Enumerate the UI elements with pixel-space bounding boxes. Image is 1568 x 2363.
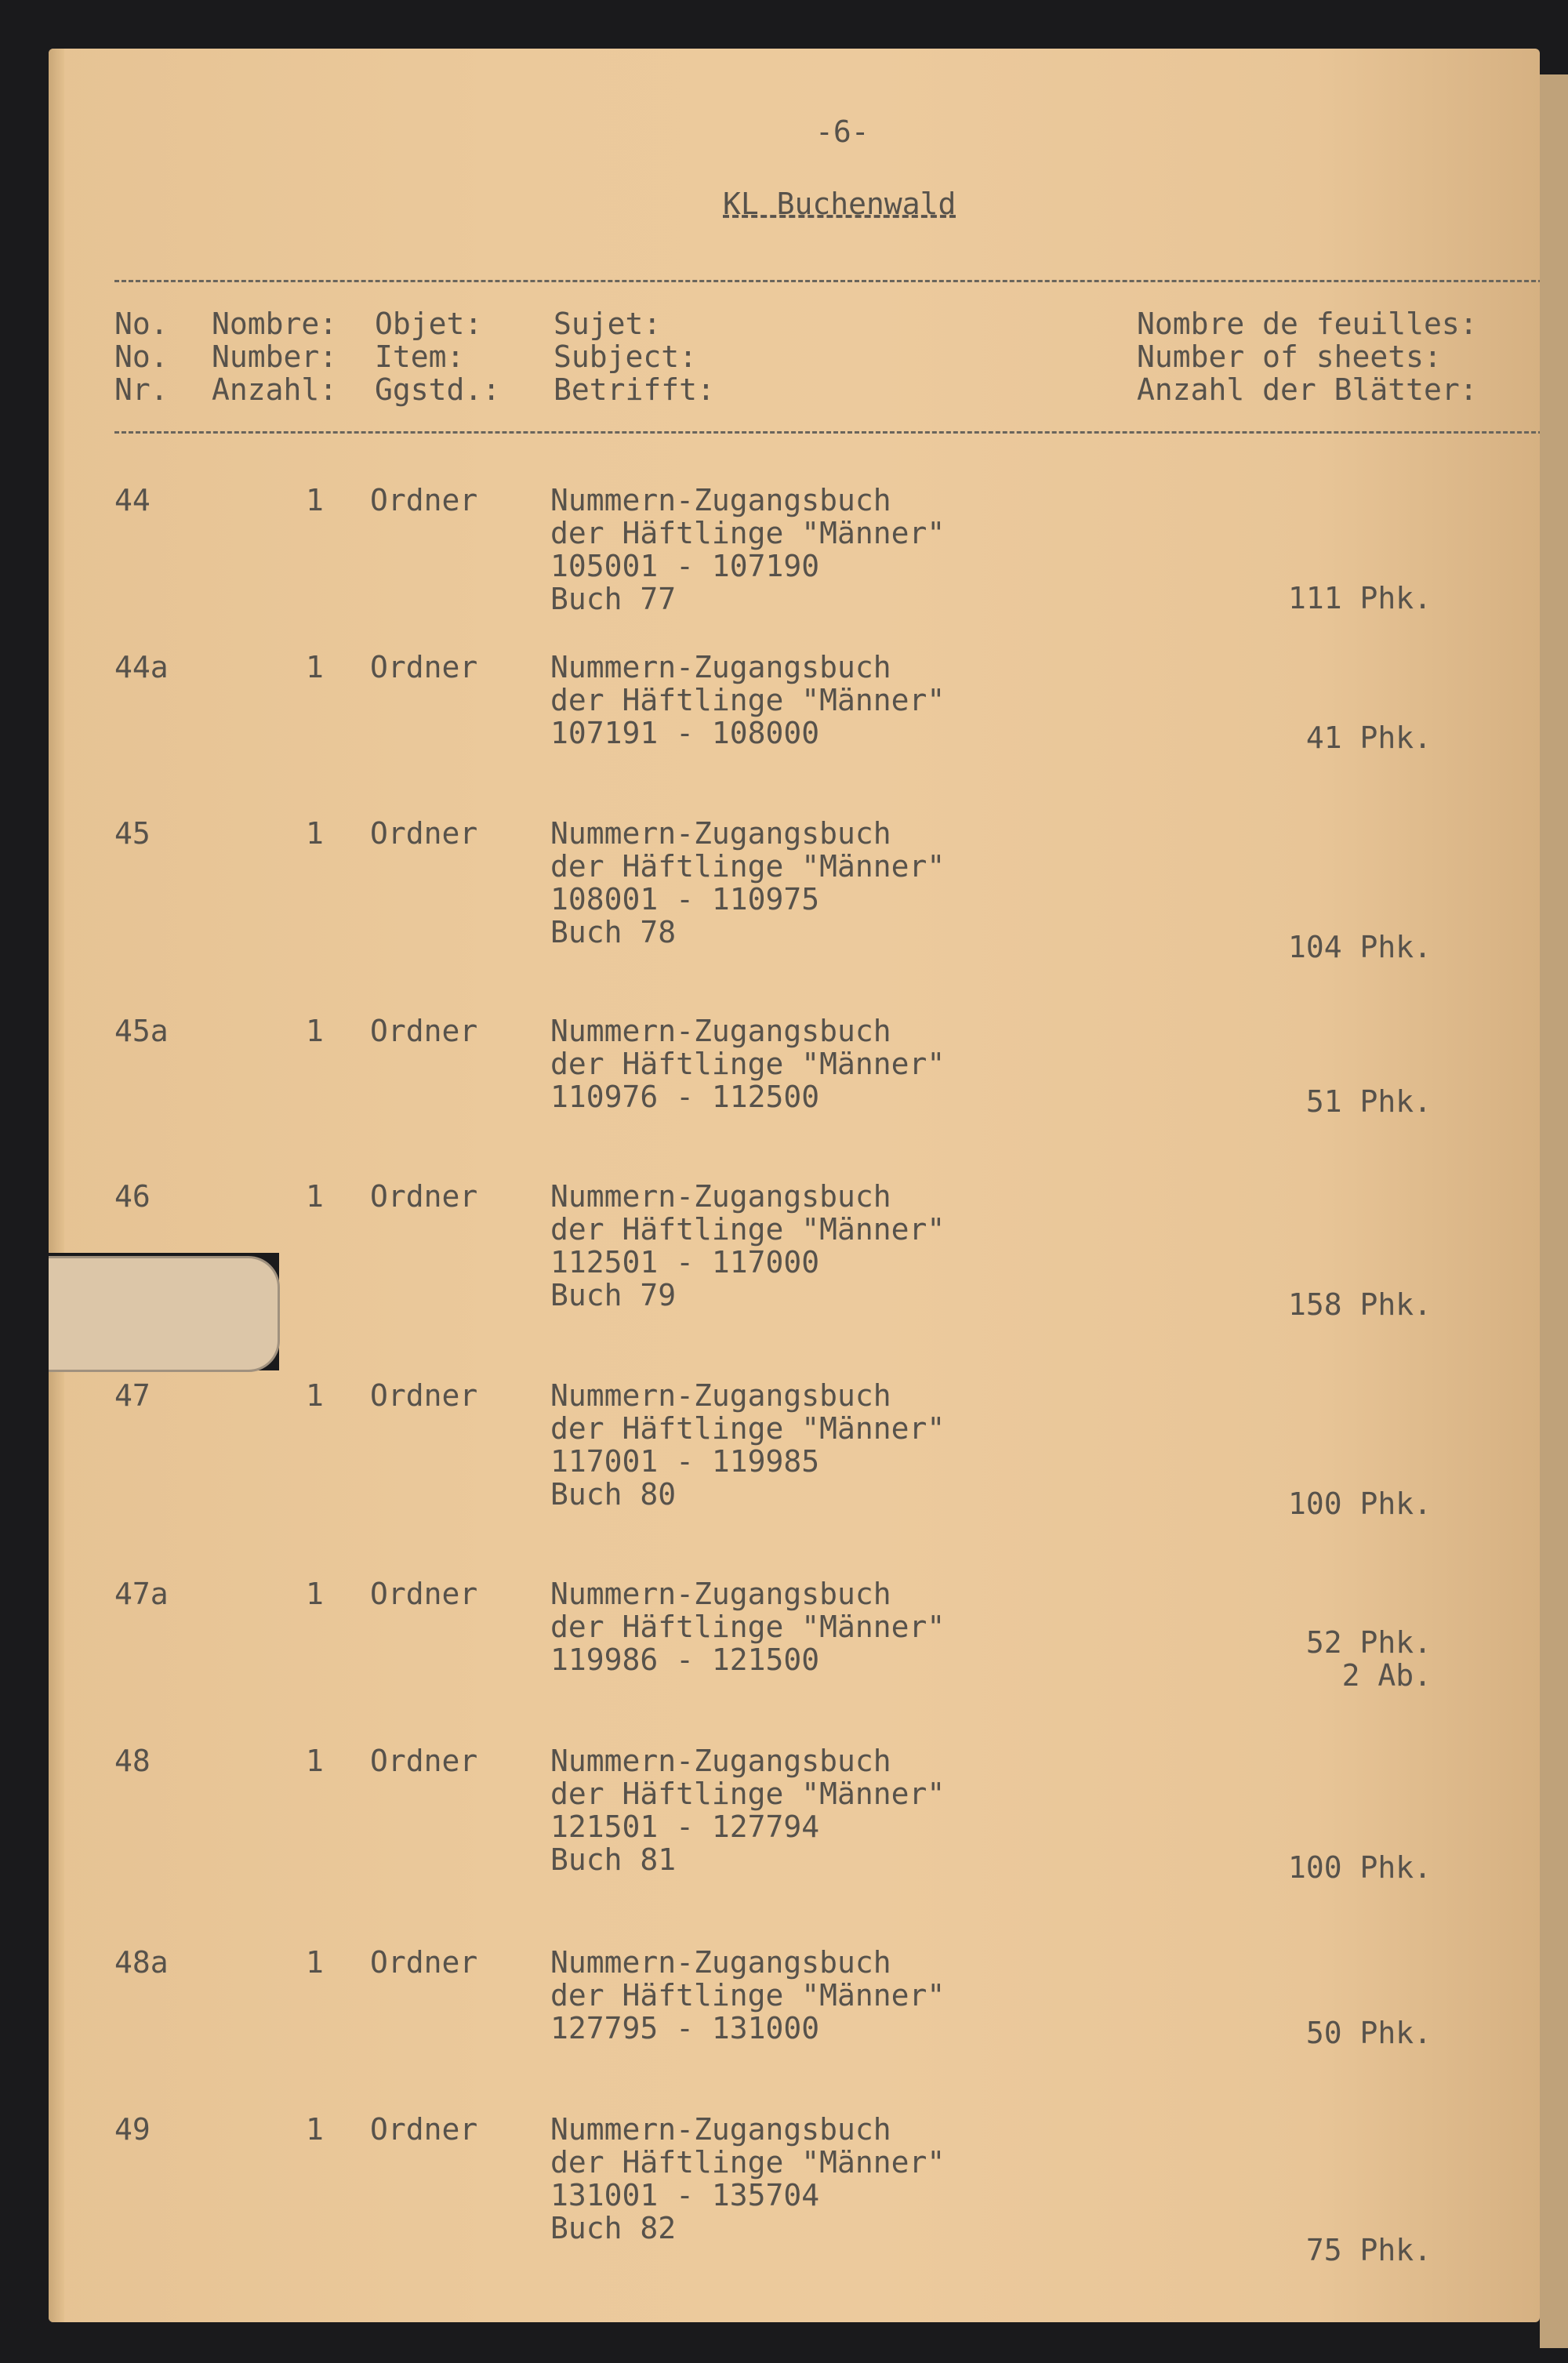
row-object: Ordner: [370, 2112, 478, 2147]
row-subject-line: 117001 - 119985: [550, 1444, 820, 1479]
row-count: 1: [306, 1577, 324, 1611]
row-object: Ordner: [370, 1378, 478, 1413]
row-number: 48a: [114, 1945, 169, 1980]
row-object: Ordner: [370, 816, 478, 851]
row-sheet-count: 41 Phk.: [1305, 721, 1432, 755]
row-subject-line: Nummern-Zugangsbuch: [550, 1744, 891, 1778]
row-subject-line: Buch 77: [550, 582, 677, 616]
row-number: 47: [114, 1378, 151, 1413]
row-object: Ordner: [370, 1179, 478, 1214]
header-count-fr: Nombre:: [212, 307, 338, 341]
row-object: Ordner: [370, 483, 478, 517]
row-sheet-count: 50 Phk.: [1305, 2016, 1432, 2050]
row-subject-line: 110976 - 112500: [550, 1080, 820, 1114]
row-subject-line: der Häftlinge "Männer": [550, 1777, 946, 1811]
row-subject-line: der Häftlinge "Männer": [550, 1212, 946, 1247]
row-number: 48: [114, 1744, 151, 1778]
row-subject-line: Nummern-Zugangsbuch: [550, 1945, 891, 1980]
row-object: Ordner: [370, 1945, 478, 1980]
row-sheet-count: 2 Ab.: [1341, 1658, 1432, 1693]
header-subject-de: Betrifft:: [554, 372, 715, 407]
row-number: 49: [114, 2112, 151, 2147]
row-sheet-count: 104 Phk.: [1287, 930, 1432, 964]
row-subject-line: 107191 - 108000: [550, 716, 820, 750]
header-object-de: Ggstd.:: [375, 372, 501, 407]
page-title: KL Buchenwald: [723, 187, 956, 221]
header-subject-fr: Sujet:: [554, 307, 662, 341]
header-count-de: Anzahl:: [212, 372, 338, 407]
row-number: 45a: [114, 1014, 169, 1048]
row-object: Ordner: [370, 1577, 478, 1611]
folder-tab: [49, 1256, 280, 1372]
row-subject-line: Buch 79: [550, 1278, 677, 1312]
row-number: 46: [114, 1179, 151, 1214]
row-subject-line: der Häftlinge "Männer": [550, 1047, 946, 1081]
row-subject-line: Nummern-Zugangsbuch: [550, 1378, 891, 1413]
row-sheet-count: 100 Phk.: [1287, 1486, 1432, 1521]
header-no-de: Nr.: [114, 372, 169, 407]
row-subject-line: Nummern-Zugangsbuch: [550, 1179, 891, 1214]
header-object-fr: Objet:: [375, 307, 483, 341]
row-subject-line: 108001 - 110975: [550, 882, 820, 917]
row-subject-line: 105001 - 107190: [550, 549, 820, 583]
row-sheet-count: 52 Phk.: [1305, 1625, 1432, 1660]
row-object: Ordner: [370, 650, 478, 684]
header-bottom-rule: [114, 431, 1540, 434]
header-no-en: No.: [114, 339, 169, 374]
row-count: 1: [306, 1179, 324, 1214]
row-subject-line: der Häftlinge "Männer": [550, 1411, 946, 1446]
page-number: -6-: [815, 114, 869, 149]
row-number: 44: [114, 483, 151, 517]
row-subject-line: Buch 81: [550, 1842, 677, 1877]
row-subject-line: Buch 82: [550, 2211, 677, 2245]
row-subject-line: 112501 - 117000: [550, 1245, 820, 1280]
row-number: 45: [114, 816, 151, 851]
row-number: 44a: [114, 650, 169, 684]
row-number: 47a: [114, 1577, 169, 1611]
row-subject-line: Nummern-Zugangsbuch: [550, 483, 891, 517]
row-subject-line: der Häftlinge "Männer": [550, 683, 946, 717]
row-subject-line: 121501 - 127794: [550, 1809, 820, 1844]
adjacent-page-edge: [1540, 74, 1568, 2348]
row-subject-line: der Häftlinge "Männer": [550, 516, 946, 550]
row-subject-line: der Häftlinge "Männer": [550, 849, 946, 884]
header-subject-en: Subject:: [554, 339, 698, 374]
row-subject-line: Nummern-Zugangsbuch: [550, 1014, 891, 1048]
row-subject-line: Nummern-Zugangsbuch: [550, 1577, 891, 1611]
row-subject-line: 131001 - 135704: [550, 2178, 820, 2212]
row-subject-line: Nummern-Zugangsbuch: [550, 816, 891, 851]
row-count: 1: [306, 1945, 324, 1980]
row-subject-line: Nummern-Zugangsbuch: [550, 2112, 891, 2147]
row-count: 1: [306, 650, 324, 684]
row-subject-line: der Häftlinge "Männer": [550, 1978, 946, 2013]
header-object-en: Item:: [375, 339, 465, 374]
header-sheets-de: Anzahl der Blätter:: [1137, 372, 1478, 407]
row-sheet-count: 100 Phk.: [1287, 1850, 1432, 1885]
row-object: Ordner: [370, 1744, 478, 1778]
row-count: 1: [306, 1744, 324, 1778]
row-subject-line: Buch 80: [550, 1477, 677, 1512]
header-top-rule: [114, 280, 1540, 282]
row-subject-line: 127795 - 131000: [550, 2011, 820, 2045]
row-sheet-count: 51 Phk.: [1305, 1084, 1432, 1119]
row-count: 1: [306, 816, 324, 851]
header-sheets-en: Number of sheets:: [1137, 339, 1442, 374]
row-count: 1: [306, 2112, 324, 2147]
row-count: 1: [306, 483, 324, 517]
row-subject-line: Nummern-Zugangsbuch: [550, 650, 891, 684]
row-subject-line: der Häftlinge "Männer": [550, 2145, 946, 2180]
row-sheet-count: 111 Phk.: [1287, 581, 1432, 615]
row-object: Ordner: [370, 1014, 478, 1048]
header-count-en: Number:: [212, 339, 338, 374]
row-count: 1: [306, 1378, 324, 1413]
row-subject-line: der Häftlinge "Männer": [550, 1610, 946, 1644]
row-sheet-count: 75 Phk.: [1305, 2233, 1432, 2267]
row-subject-line: 119986 - 121500: [550, 1642, 820, 1677]
row-subject-line: Buch 78: [550, 915, 677, 949]
row-count: 1: [306, 1014, 324, 1048]
row-sheet-count: 158 Phk.: [1287, 1287, 1432, 1322]
document-page: [49, 49, 1540, 2322]
header-sheets-fr: Nombre de feuilles:: [1137, 307, 1478, 341]
header-no-fr: No.: [114, 307, 169, 341]
